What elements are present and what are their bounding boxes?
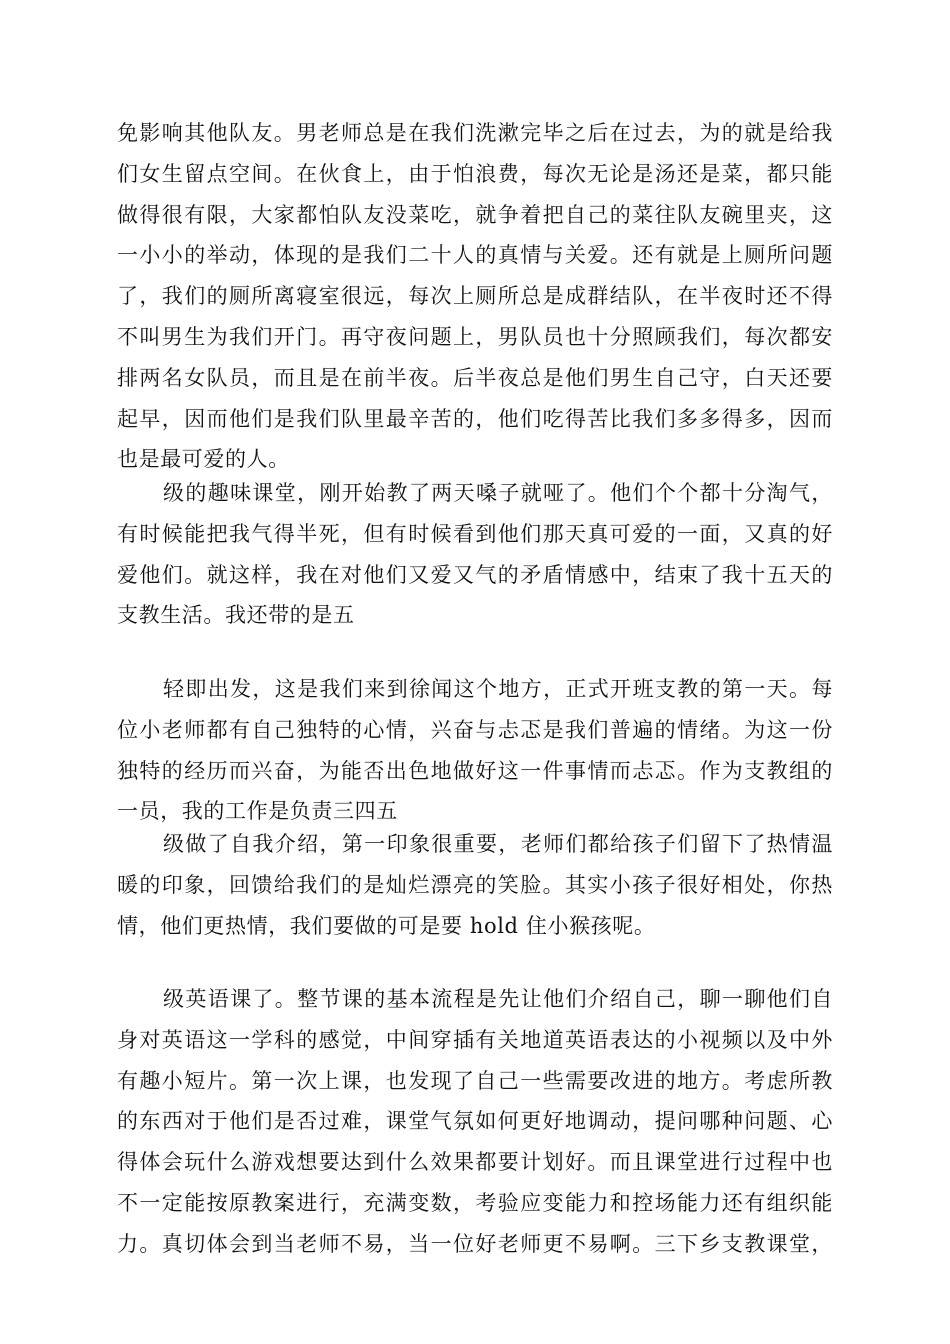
text-line: 得体会玩什么游戏想要达到什么效果都要计划好。而且课堂进行过程中也	[117, 1150, 833, 1175]
text-line: 有时候能把我气得半死，但有时候看到他们那天真可爱的一面，又真的好	[117, 521, 833, 546]
text-line: 做得很有限，大家都怕队友没菜吃，就争着把自己的菜往队友碗里夹，这	[117, 202, 833, 227]
text-line: 轻即出发，这是我们来到徐闻这个地方，正式开班支教的第一天。每	[163, 677, 833, 701]
text-line: 暖的印象，回馈给我们的是灿烂漂亮的笑脸。其实小孩子很好相处，你热	[117, 872, 833, 897]
paragraph-5	[117, 979, 833, 1265]
text-line: 级做了自我介绍，第一印象很重要，老师们都给孩子们留下了热情温	[163, 832, 833, 856]
text-line: 级英语课了。整节课的基本流程是先让他们介绍自己，聊一聊他们自	[163, 987, 833, 1011]
text-line: 排两名女队员，而且是在前半夜。后半夜总是他们男生自己守，白天还要	[117, 365, 833, 390]
text-line: 不叫男生为我们开门。再守夜问题上，男队员也十分照顾我们，每次都安	[117, 324, 833, 349]
text-line: 支教生活。我还带的是五	[117, 603, 355, 628]
paragraph-1	[117, 113, 833, 480]
text-line: 免影响其他队友。男老师总是在我们洗漱完毕之后在过去，为的就是给我	[117, 121, 833, 145]
text-line: 级的趣味课堂，刚开始教了两天嗓子就哑了。他们个个都十分淘气，	[163, 481, 833, 505]
text-line: 一小小的举动，体现的是我们二十人的真情与关爱。还有就是上厕所问题	[117, 243, 833, 268]
paragraph-2	[117, 473, 833, 636]
text-line: 了，我们的厕所离寝室很远，每次上厕所总是成群结队，在半夜时还不得	[117, 284, 833, 309]
text-line: 有趣小短片。第一次上课，也发现了自己一些需要改进的地方。考虑所教	[117, 1068, 833, 1093]
text-line: 情，他们更热情，我们要做的可是要 hold 住小猴孩呢。	[117, 913, 656, 938]
paragraph-3	[117, 669, 833, 832]
text-line: 身对英语这一学科的感觉，中间穿插有关地道英语表达的小视频以及中外	[117, 1027, 833, 1052]
text-line: 的东西对于他们是否过难，课堂气氛如何更好地调动，提问哪种问题、心	[117, 1109, 833, 1134]
text-line: 力。真切体会到当老师不易，当一位好老师更不易啊。三下乡支教课堂，	[117, 1231, 833, 1256]
text-line: 起早，因而他们是我们队里最辛苦的，他们吃得苦比我们多多得多，因而	[117, 406, 833, 431]
text-line: 爱他们。就这样，我在对他们又爱又气的矛盾情感中，结束了我十五天的	[117, 562, 833, 587]
text-line: 位小老师都有自己独特的心情，兴奋与忐忑是我们普遍的情绪。为这一份	[117, 717, 833, 742]
text-line: 们女生留点空间。在伙食上，由于怕浪费，每次无论是汤还是菜，都只能	[117, 161, 833, 186]
paragraph-4	[117, 824, 833, 946]
text-line: 不一定能按原教案进行，充满变数，考验应变能力和控场能力还有组织能	[117, 1190, 833, 1215]
text-line: 也是最可爱的人。	[117, 447, 290, 472]
text-line: 独特的经历而兴奋，为能否出色地做好这一件事情而忐忑。作为支教组的	[117, 758, 833, 783]
text-line: 一员，我的工作是负责三四五	[117, 799, 398, 824]
